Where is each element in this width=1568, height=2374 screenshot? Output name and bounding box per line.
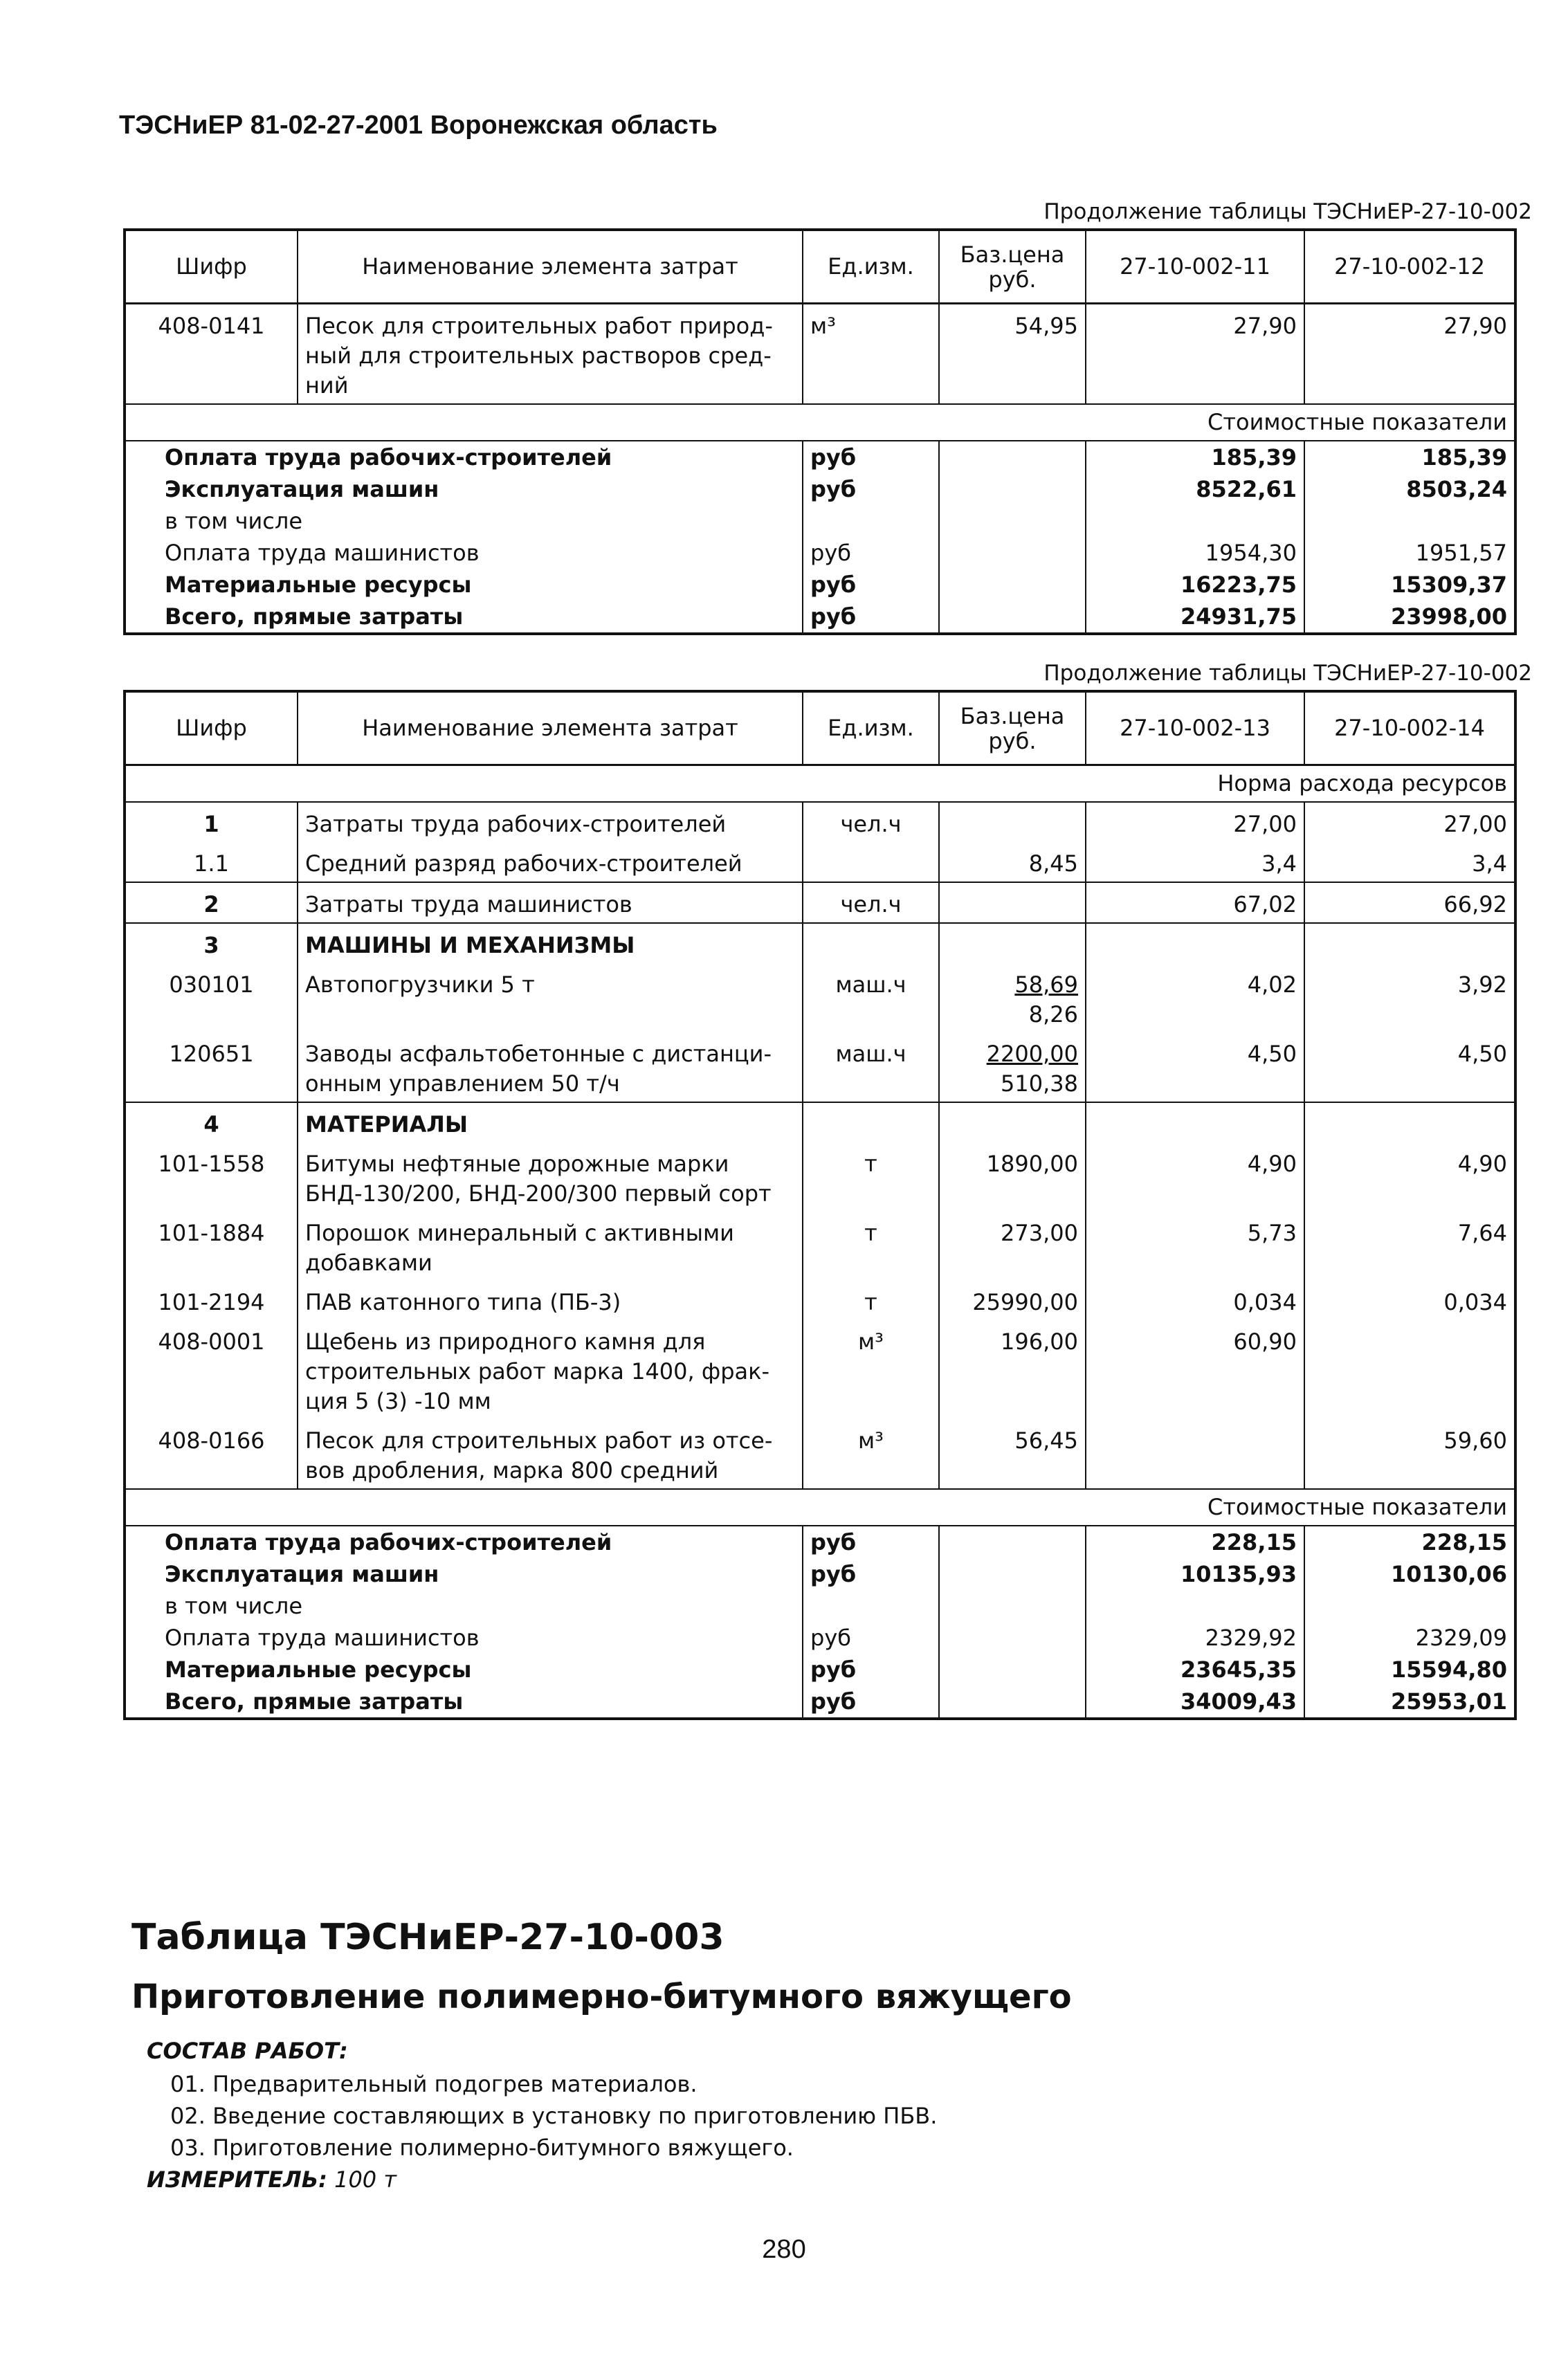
col-code-header: Шифр xyxy=(125,691,298,765)
row-value-2: 66,92 xyxy=(1304,882,1515,923)
summary-price-empty xyxy=(939,505,1086,537)
cost-band-row xyxy=(125,404,1515,441)
row-unit xyxy=(803,1102,939,1142)
summary-unit xyxy=(803,1590,939,1622)
table-row xyxy=(125,1212,1515,1281)
section-title: Таблица ТЭСНиЕР-27-10-003 xyxy=(131,1917,724,1958)
summary-price-empty xyxy=(939,1654,1086,1686)
row-value-1: 4,50 xyxy=(1086,1032,1304,1102)
row-price xyxy=(939,1419,1086,1489)
summary-unit: руб xyxy=(803,1558,939,1590)
row-value-2 xyxy=(1304,1102,1515,1142)
norm-band: Норма расхода ресурсов xyxy=(125,765,1515,803)
works-item-1: 01. Предварительный подогрев материалов. xyxy=(170,2071,698,2097)
row-value-1: 27,00 xyxy=(1086,802,1304,842)
table-row xyxy=(125,1032,1515,1102)
row-value-2: 7,64 xyxy=(1304,1212,1515,1281)
row-price xyxy=(939,882,1086,923)
summary-value-1: 10135,93 xyxy=(1086,1558,1304,1590)
row-name: ПАВ катонного типа (ПБ-3) xyxy=(298,1281,803,1320)
row-value-2: 3,92 xyxy=(1304,963,1515,1032)
col-price-header: Баз.цена руб. xyxy=(939,691,1086,765)
summary-row xyxy=(125,1686,1515,1719)
row-unit: т xyxy=(803,1142,939,1212)
row-value-2: 4,50 xyxy=(1304,1032,1515,1102)
summary-unit: руб xyxy=(803,1526,939,1558)
works-label: СОСТАВ РАБОТ: xyxy=(147,2038,348,2064)
summary-label: Эксплуатация машин xyxy=(125,1558,803,1590)
summary-unit: руб xyxy=(803,601,939,634)
summary-price-empty xyxy=(939,1558,1086,1590)
row-price-main: 8,45 xyxy=(1028,850,1078,877)
row-value-1: 3,4 xyxy=(1086,842,1304,882)
row-price-main: 196,00 xyxy=(1001,1328,1078,1355)
row-unit: м³ xyxy=(803,304,939,405)
row-code: 030101 xyxy=(125,963,298,1032)
row-code: 2 xyxy=(125,882,298,923)
summary-label: в том числе xyxy=(125,1590,803,1622)
summary-value-2: 1951,57 xyxy=(1304,537,1515,569)
summary-label: Оплата труда рабочих-строителей xyxy=(125,441,803,473)
row-name: Средний разряд рабочих-строителей xyxy=(298,842,803,882)
row-price xyxy=(939,963,1086,1032)
row-name: Автопогрузчики 5 т xyxy=(298,963,803,1032)
row-value-2: 3,4 xyxy=(1304,842,1515,882)
col-v2-header: 27-10-002-14 xyxy=(1304,691,1515,765)
table-row xyxy=(125,963,1515,1032)
row-price xyxy=(939,1281,1086,1320)
row-value-2: 59,60 xyxy=(1304,1419,1515,1489)
row-value-1 xyxy=(1086,1419,1304,1489)
row-name: Битумы нефтяные дорожные марки БНД-130/200, БНД-200/300 первый сорт xyxy=(298,1142,803,1212)
row-price xyxy=(939,802,1086,842)
row-name: МАТЕРИАЛЫ xyxy=(298,1102,803,1142)
measure-value: 100 т xyxy=(334,2166,396,2193)
summary-value-2: 10130,06 xyxy=(1304,1558,1515,1590)
works-block xyxy=(147,2038,937,2193)
summary-unit xyxy=(803,505,939,537)
summary-row xyxy=(125,569,1515,601)
row-value-2: 27,90 xyxy=(1304,304,1515,405)
summary-value-2 xyxy=(1304,505,1515,537)
col-price-header: Баз.цена руб. xyxy=(939,230,1086,304)
row-price-secondary: 510,38 xyxy=(1001,1070,1078,1097)
works-item-3: 03. Приготовление полимерно-битумного вяжущего. xyxy=(170,2135,794,2161)
summary-value-2: 15309,37 xyxy=(1304,569,1515,601)
row-price xyxy=(939,1142,1086,1212)
row-price: 54,95 xyxy=(939,304,1086,405)
section-subtitle: Приготовление полимерно-битумного вяжущего xyxy=(131,1978,1072,2016)
row-unit: чел.ч xyxy=(803,882,939,923)
row-unit: маш.ч xyxy=(803,1032,939,1102)
row-value-1 xyxy=(1086,923,1304,963)
summary-label: в том числе xyxy=(125,505,803,537)
table-row xyxy=(125,882,1515,923)
row-code: 408-0166 xyxy=(125,1419,298,1489)
row-price-main: 56,45 xyxy=(1014,1427,1078,1454)
row-unit: т xyxy=(803,1281,939,1320)
row-value-2: 0,034 xyxy=(1304,1281,1515,1320)
summary-value-2: 23998,00 xyxy=(1304,601,1515,634)
summary-label: Материальные ресурсы xyxy=(125,569,803,601)
summary-unit: руб xyxy=(803,537,939,569)
row-code: 101-1558 xyxy=(125,1142,298,1212)
summary-price-empty xyxy=(939,1622,1086,1654)
row-code: 1 xyxy=(125,802,298,842)
page-number: 280 xyxy=(762,2235,806,2264)
summary-price-empty xyxy=(939,537,1086,569)
summary-row xyxy=(125,601,1515,634)
table-row xyxy=(125,1142,1515,1212)
summary-price-empty xyxy=(939,601,1086,634)
row-code: 4 xyxy=(125,1102,298,1142)
works-item-2: 02. Введение составляющих в установку по приготовлению ПБВ. xyxy=(170,2103,938,2129)
summary-label: Всего, прямые затраты xyxy=(125,1686,803,1719)
row-unit: чел.ч xyxy=(803,802,939,842)
row-price xyxy=(939,923,1086,963)
summary-label: Оплата труда машинистов xyxy=(125,1622,803,1654)
row-price-main: 273,00 xyxy=(1001,1220,1078,1246)
row-name: Затраты труда рабочих-строителей xyxy=(298,802,803,842)
summary-value-2: 8503,24 xyxy=(1304,473,1515,505)
col-code-header: Шифр xyxy=(125,230,298,304)
summary-value-2: 15594,80 xyxy=(1304,1654,1515,1686)
cost-band: Стоимостные показатели xyxy=(125,404,1515,441)
summary-row xyxy=(125,1558,1515,1590)
row-price xyxy=(939,842,1086,882)
table-row xyxy=(125,1419,1515,1489)
row-price xyxy=(939,1102,1086,1142)
row-value-1: 60,90 xyxy=(1086,1320,1304,1419)
summary-label: Оплата труда машинистов xyxy=(125,537,803,569)
row-value-2: 27,00 xyxy=(1304,802,1515,842)
summary-value-1: 23645,35 xyxy=(1086,1654,1304,1686)
summary-row xyxy=(125,1526,1515,1558)
row-code: 408-0141 xyxy=(125,304,298,405)
summary-label: Всего, прямые затраты xyxy=(125,601,803,634)
summary-row xyxy=(125,537,1515,569)
summary-label: Оплата труда рабочих-строителей xyxy=(125,1526,803,1558)
row-code: 3 xyxy=(125,923,298,963)
header-row xyxy=(125,691,1515,765)
summary-value-1: 24931,75 xyxy=(1086,601,1304,634)
row-name: Затраты труда машинистов xyxy=(298,882,803,923)
col-unit-header: Ед.изм. xyxy=(803,691,939,765)
table-row xyxy=(125,1320,1515,1419)
row-price-secondary: 8,26 xyxy=(1028,1001,1078,1028)
row-name: Песок для строительных работ природ-ный для строительных растворов сред-ний xyxy=(298,304,803,405)
page-header: ТЭСНиЕР 81-02-27-2001 Воронежская область xyxy=(119,111,718,140)
cost-band-row xyxy=(125,1489,1515,1526)
summary-value-2: 25953,01 xyxy=(1304,1686,1515,1719)
summary-row xyxy=(125,473,1515,505)
row-price xyxy=(939,1032,1086,1102)
table-row xyxy=(125,1281,1515,1320)
cost-band: Стоимостные показатели xyxy=(125,1489,1515,1526)
row-price xyxy=(939,1320,1086,1419)
summary-value-1: 228,15 xyxy=(1086,1526,1304,1558)
table1 xyxy=(123,228,1517,635)
summary-price-empty xyxy=(939,1526,1086,1558)
row-value-1: 0,034 xyxy=(1086,1281,1304,1320)
section-row xyxy=(125,923,1515,963)
row-value-1: 5,73 xyxy=(1086,1212,1304,1281)
row-unit: м³ xyxy=(803,1419,939,1489)
table-row xyxy=(125,842,1515,882)
summary-value-1 xyxy=(1086,1590,1304,1622)
summary-unit: руб xyxy=(803,569,939,601)
summary-unit: руб xyxy=(803,441,939,473)
row-name: Заводы асфальтобетонные с дистанци-онным управлением 50 т/ч xyxy=(298,1032,803,1102)
summary-price-empty xyxy=(939,569,1086,601)
summary-value-2: 185,39 xyxy=(1304,441,1515,473)
summary-value-1: 2329,92 xyxy=(1086,1622,1304,1654)
row-unit xyxy=(803,842,939,882)
col-v2-header: 27-10-002-12 xyxy=(1304,230,1515,304)
row-code: 120651 xyxy=(125,1032,298,1102)
row-unit: м³ xyxy=(803,1320,939,1419)
summary-value-2 xyxy=(1304,1590,1515,1622)
summary-row xyxy=(125,441,1515,473)
row-name: Порошок минеральный с активными добавками xyxy=(298,1212,803,1281)
summary-value-1: 8522,61 xyxy=(1086,473,1304,505)
summary-price-empty xyxy=(939,441,1086,473)
row-name: Песок для строительных работ из отсе-вов дробления, марка 800 средний xyxy=(298,1419,803,1489)
col-name-header: Наименование элемента затрат xyxy=(298,230,803,304)
col-v1-header: 27-10-002-13 xyxy=(1086,691,1304,765)
summary-unit: руб xyxy=(803,1654,939,1686)
summary-label: Материальные ресурсы xyxy=(125,1654,803,1686)
row-value-1: 27,90 xyxy=(1086,304,1304,405)
summary-value-2: 2329,09 xyxy=(1304,1622,1515,1654)
row-price-main: 25990,00 xyxy=(972,1289,1078,1315)
row-value-1: 4,02 xyxy=(1086,963,1304,1032)
row-code: 408-0001 xyxy=(125,1320,298,1419)
row-name: Щебень из природного камня для строительных работ марка 1400, фрак-ция 5 (3) -10 мм xyxy=(298,1320,803,1419)
summary-label: Эксплуатация машин xyxy=(125,473,803,505)
section-row xyxy=(125,1102,1515,1142)
row-value-1: 67,02 xyxy=(1086,882,1304,923)
row-price-main: 1890,00 xyxy=(986,1151,1078,1177)
summary-row xyxy=(125,1590,1515,1622)
row-value-1: 4,90 xyxy=(1086,1142,1304,1212)
row-value-2: 4,90 xyxy=(1304,1142,1515,1212)
row-value-2 xyxy=(1304,923,1515,963)
summary-value-1: 34009,43 xyxy=(1086,1686,1304,1719)
summary-price-empty xyxy=(939,1590,1086,1622)
summary-unit: руб xyxy=(803,473,939,505)
summary-value-2: 228,15 xyxy=(1304,1526,1515,1558)
col-name-header: Наименование элемента затрат xyxy=(298,691,803,765)
table2 xyxy=(123,690,1517,1720)
table-row xyxy=(125,802,1515,842)
summary-price-empty xyxy=(939,473,1086,505)
row-price-main: 58,69 xyxy=(1014,971,1078,998)
col-v1-header: 27-10-002-11 xyxy=(1086,230,1304,304)
summary-value-1 xyxy=(1086,505,1304,537)
summary-unit: руб xyxy=(803,1686,939,1719)
row-price xyxy=(939,1212,1086,1281)
row-unit: маш.ч xyxy=(803,963,939,1032)
summary-row xyxy=(125,505,1515,537)
row-value-1 xyxy=(1086,1102,1304,1142)
summary-row xyxy=(125,1654,1515,1686)
table2-continuation: Продолжение таблицы ТЭСНиЕР-27-10-002 xyxy=(1043,661,1532,686)
col-unit-header: Ед.изм. xyxy=(803,230,939,304)
summary-unit: руб xyxy=(803,1622,939,1654)
row-name: МАШИНЫ И МЕХАНИЗМЫ xyxy=(298,923,803,963)
summary-price-empty xyxy=(939,1686,1086,1719)
row-unit xyxy=(803,923,939,963)
summary-row xyxy=(125,1622,1515,1654)
norm-band-row xyxy=(125,765,1515,803)
summary-value-1: 185,39 xyxy=(1086,441,1304,473)
summary-value-1: 1954,30 xyxy=(1086,537,1304,569)
row-code: 101-2194 xyxy=(125,1281,298,1320)
table-row xyxy=(125,304,1515,405)
header-row xyxy=(125,230,1515,304)
row-unit: т xyxy=(803,1212,939,1281)
measure-label: ИЗМЕРИТЕЛЬ: xyxy=(147,2166,327,2193)
table1-continuation: Продолжение таблицы ТЭСНиЕР-27-10-002 xyxy=(1043,199,1532,224)
row-code: 101-1884 xyxy=(125,1212,298,1281)
measure-line xyxy=(147,2166,937,2193)
row-price-main: 2200,00 xyxy=(986,1041,1078,1067)
row-value-2 xyxy=(1304,1320,1515,1419)
summary-value-1: 16223,75 xyxy=(1086,569,1304,601)
row-code: 1.1 xyxy=(125,842,298,882)
